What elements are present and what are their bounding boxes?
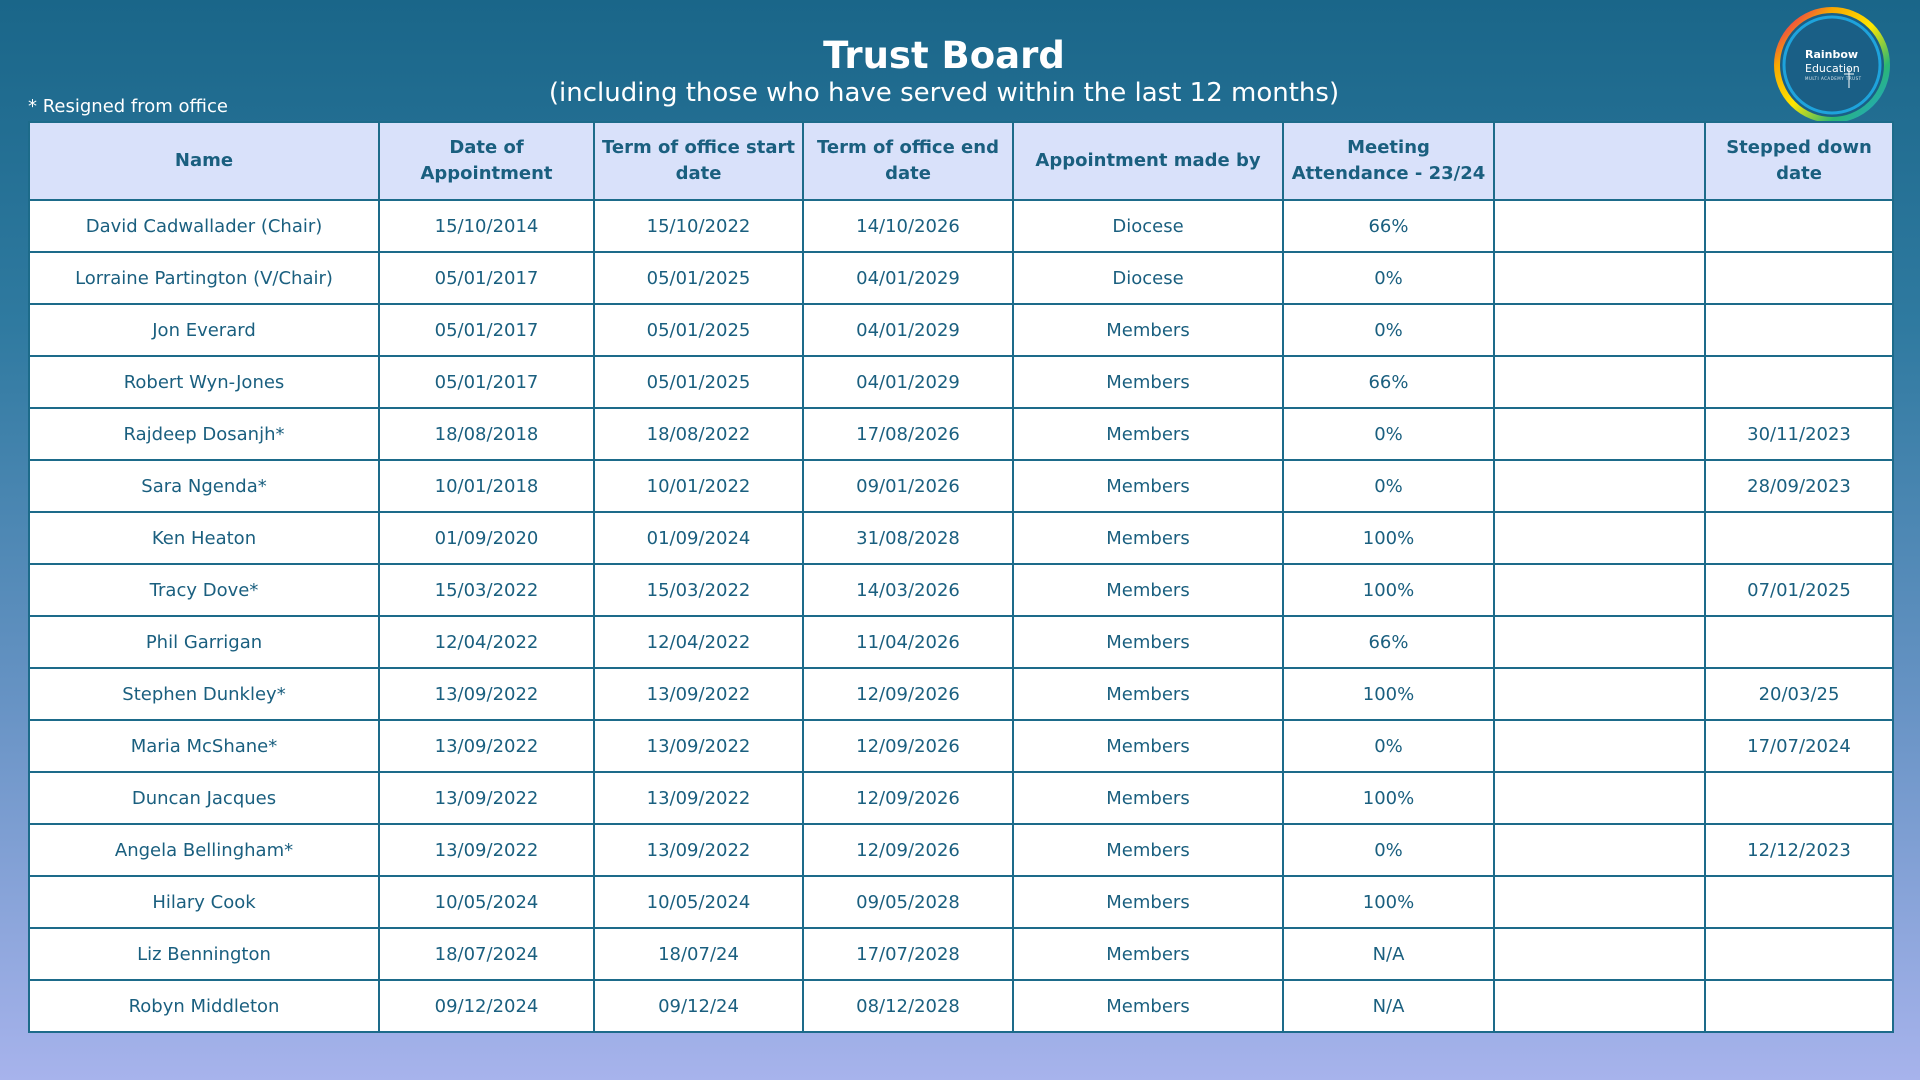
cell-date-of-appointment: 09/12/2024 <box>379 980 594 1032</box>
cell-term-start: 09/12/24 <box>594 980 803 1032</box>
cell-term-end: 04/01/2029 <box>803 304 1013 356</box>
cell-date-of-appointment: 05/01/2017 <box>379 252 594 304</box>
page-subtitle: (including those who have served within the last 12 months) <box>548 78 1340 108</box>
cell-date-of-appointment: 15/03/2022 <box>379 564 594 616</box>
cell-term-end: 09/01/2026 <box>803 460 1013 512</box>
cell-appointment-by: Members <box>1013 720 1283 772</box>
cell-appointment-by: Diocese <box>1013 252 1283 304</box>
cell-appointment-by: Diocese <box>1013 200 1283 252</box>
cell-appointment-by: Members <box>1013 772 1283 824</box>
table-row <box>29 356 1893 408</box>
cell-term-start: 13/09/2022 <box>594 720 803 772</box>
cell-name: Stephen Dunkley* <box>29 668 379 720</box>
cell-name: Sara Ngenda* <box>29 460 379 512</box>
cell-stepped-down <box>1705 980 1893 1032</box>
cell-term-end: 09/05/2028 <box>803 876 1013 928</box>
table-row <box>29 252 1893 304</box>
table-row <box>29 408 1893 460</box>
cell-date-of-appointment: 10/01/2018 <box>379 460 594 512</box>
cell-term-end: 11/04/2026 <box>803 616 1013 668</box>
cell-term-end: 04/01/2029 <box>803 356 1013 408</box>
cell-name: Robert Wyn-Jones <box>29 356 379 408</box>
cell-blank <box>1494 252 1705 304</box>
cell-term-end: 12/09/2026 <box>803 772 1013 824</box>
cell-appointment-by: Members <box>1013 564 1283 616</box>
cell-appointment-by: Members <box>1013 824 1283 876</box>
cell-stepped-down <box>1705 876 1893 928</box>
column-header-term-start: Term of office start date <box>594 122 803 200</box>
cell-attendance: N/A <box>1283 928 1494 980</box>
cell-stepped-down: 30/11/2023 <box>1705 408 1893 460</box>
cell-appointment-by: Members <box>1013 876 1283 928</box>
cell-term-end: 08/12/2028 <box>803 980 1013 1032</box>
logo-line-1: Rainbow <box>1805 48 1859 61</box>
cell-stepped-down <box>1705 200 1893 252</box>
column-header-blank <box>1494 122 1705 200</box>
cell-term-start: 10/05/2024 <box>594 876 803 928</box>
cell-term-end: 17/08/2026 <box>803 408 1013 460</box>
column-header-appointment-by: Appointment made by <box>1013 122 1283 200</box>
table-row <box>29 772 1893 824</box>
cell-date-of-appointment: 05/01/2017 <box>379 304 594 356</box>
cell-date-of-appointment: 13/09/2022 <box>379 668 594 720</box>
cell-term-end: 12/09/2026 <box>803 824 1013 876</box>
cell-term-end: 14/03/2026 <box>803 564 1013 616</box>
cell-date-of-appointment: 13/09/2022 <box>379 772 594 824</box>
table-row <box>29 824 1893 876</box>
cell-appointment-by: Members <box>1013 616 1283 668</box>
cell-appointment-by: Members <box>1013 304 1283 356</box>
cell-blank <box>1494 304 1705 356</box>
column-header-name: Name <box>29 122 379 200</box>
cell-stepped-down: 12/12/2023 <box>1705 824 1893 876</box>
cell-term-start: 18/07/24 <box>594 928 803 980</box>
cell-term-start: 05/01/2025 <box>594 304 803 356</box>
cell-name: Liz Bennington <box>29 928 379 980</box>
cell-date-of-appointment: 13/09/2022 <box>379 824 594 876</box>
cell-date-of-appointment: 15/10/2014 <box>379 200 594 252</box>
cell-blank <box>1494 408 1705 460</box>
table-row <box>29 460 1893 512</box>
cell-term-start: 13/09/2022 <box>594 772 803 824</box>
column-header-attendance: Meeting Attendance - 23/24 <box>1283 122 1494 200</box>
cell-name: Ken Heaton <box>29 512 379 564</box>
table-row <box>29 668 1893 720</box>
cell-blank <box>1494 928 1705 980</box>
cell-stepped-down: 17/07/2024 <box>1705 720 1893 772</box>
cell-attendance: 100% <box>1283 772 1494 824</box>
cell-blank <box>1494 356 1705 408</box>
cell-blank <box>1494 720 1705 772</box>
cell-stepped-down: 07/01/2025 <box>1705 564 1893 616</box>
cell-blank <box>1494 668 1705 720</box>
cell-attendance: 100% <box>1283 668 1494 720</box>
table-row <box>29 564 1893 616</box>
table-body <box>29 200 1893 1032</box>
cell-blank <box>1494 772 1705 824</box>
cell-date-of-appointment: 10/05/2024 <box>379 876 594 928</box>
cell-date-of-appointment: 18/08/2018 <box>379 408 594 460</box>
cell-term-end: 17/07/2028 <box>803 928 1013 980</box>
cell-attendance: 66% <box>1283 200 1494 252</box>
table-row <box>29 980 1893 1032</box>
cell-date-of-appointment: 13/09/2022 <box>379 720 594 772</box>
cell-blank <box>1494 876 1705 928</box>
page-title: Trust Board <box>823 34 1065 77</box>
table-row <box>29 720 1893 772</box>
table-row <box>29 876 1893 928</box>
cell-attendance: 66% <box>1283 616 1494 668</box>
cell-term-start: 15/10/2022 <box>594 200 803 252</box>
cell-attendance: 100% <box>1283 876 1494 928</box>
cell-stepped-down <box>1705 772 1893 824</box>
cell-stepped-down <box>1705 304 1893 356</box>
cell-date-of-appointment: 01/09/2020 <box>379 512 594 564</box>
cell-name: Hilary Cook <box>29 876 379 928</box>
cell-name: Jon Everard <box>29 304 379 356</box>
cell-blank <box>1494 200 1705 252</box>
table-row <box>29 304 1893 356</box>
cell-appointment-by: Members <box>1013 356 1283 408</box>
logo-line-2: Education <box>1805 62 1860 75</box>
cell-term-start: 12/04/2022 <box>594 616 803 668</box>
cell-appointment-by: Members <box>1013 928 1283 980</box>
trust-board-table <box>28 121 1894 1033</box>
column-header-stepped-down: Stepped down date <box>1705 122 1893 200</box>
cell-attendance: 66% <box>1283 356 1494 408</box>
cell-attendance: N/A <box>1283 980 1494 1032</box>
cell-attendance: 0% <box>1283 460 1494 512</box>
cell-term-start: 05/01/2025 <box>594 252 803 304</box>
cell-name: Robyn Middleton <box>29 980 379 1032</box>
cell-attendance: 0% <box>1283 304 1494 356</box>
cell-stepped-down <box>1705 928 1893 980</box>
cell-blank <box>1494 460 1705 512</box>
cell-attendance: 0% <box>1283 824 1494 876</box>
cell-name: Phil Garrigan <box>29 616 379 668</box>
cell-term-start: 13/09/2022 <box>594 824 803 876</box>
cell-term-start: 18/08/2022 <box>594 408 803 460</box>
cell-name: Maria McShane* <box>29 720 379 772</box>
cell-blank <box>1494 616 1705 668</box>
cell-date-of-appointment: 12/04/2022 <box>379 616 594 668</box>
cell-appointment-by: Members <box>1013 512 1283 564</box>
cell-name: David Cadwallader (Chair) <box>29 200 379 252</box>
cell-stepped-down <box>1705 252 1893 304</box>
cell-appointment-by: Members <box>1013 408 1283 460</box>
cell-term-start: 15/03/2022 <box>594 564 803 616</box>
table-row <box>29 616 1893 668</box>
cell-attendance: 0% <box>1283 408 1494 460</box>
cell-blank <box>1494 980 1705 1032</box>
resigned-note: * Resigned from office <box>28 96 228 117</box>
cell-term-end: 14/10/2026 <box>803 200 1013 252</box>
cell-name: Tracy Dove* <box>29 564 379 616</box>
logo-text <box>1805 48 1862 82</box>
cell-term-start: 01/09/2024 <box>594 512 803 564</box>
cell-term-start: 10/01/2022 <box>594 460 803 512</box>
cell-term-start: 13/09/2022 <box>594 668 803 720</box>
cell-term-end: 31/08/2028 <box>803 512 1013 564</box>
cell-term-end: 12/09/2026 <box>803 720 1013 772</box>
rainbow-education-logo <box>1771 4 1893 126</box>
cell-attendance: 100% <box>1283 564 1494 616</box>
cell-date-of-appointment: 05/01/2017 <box>379 356 594 408</box>
table-header-row <box>29 122 1893 200</box>
logo-line-3: MULTI ACADEMY TRUST <box>1805 76 1862 81</box>
cell-blank <box>1494 512 1705 564</box>
cell-stepped-down <box>1705 356 1893 408</box>
column-header-date-of-appointment: Date of Appointment <box>379 122 594 200</box>
column-header-term-end: Term of office end date <box>803 122 1013 200</box>
cell-term-end: 04/01/2029 <box>803 252 1013 304</box>
cell-date-of-appointment: 18/07/2024 <box>379 928 594 980</box>
cell-term-start: 05/01/2025 <box>594 356 803 408</box>
cell-blank <box>1494 824 1705 876</box>
table-row <box>29 512 1893 564</box>
cell-stepped-down: 28/09/2023 <box>1705 460 1893 512</box>
cell-appointment-by: Members <box>1013 668 1283 720</box>
cell-name: Lorraine Partington (V/Chair) <box>29 252 379 304</box>
cell-blank <box>1494 564 1705 616</box>
table-row <box>29 200 1893 252</box>
cell-attendance: 100% <box>1283 512 1494 564</box>
cell-name: Rajdeep Dosanjh* <box>29 408 379 460</box>
cell-stepped-down <box>1705 616 1893 668</box>
cell-name: Duncan Jacques <box>29 772 379 824</box>
table-row <box>29 928 1893 980</box>
cell-attendance: 0% <box>1283 252 1494 304</box>
cell-appointment-by: Members <box>1013 980 1283 1032</box>
cell-attendance: 0% <box>1283 720 1494 772</box>
cell-stepped-down <box>1705 512 1893 564</box>
cell-name: Angela Bellingham* <box>29 824 379 876</box>
cell-term-end: 12/09/2026 <box>803 668 1013 720</box>
cell-appointment-by: Members <box>1013 460 1283 512</box>
cell-stepped-down: 20/03/25 <box>1705 668 1893 720</box>
